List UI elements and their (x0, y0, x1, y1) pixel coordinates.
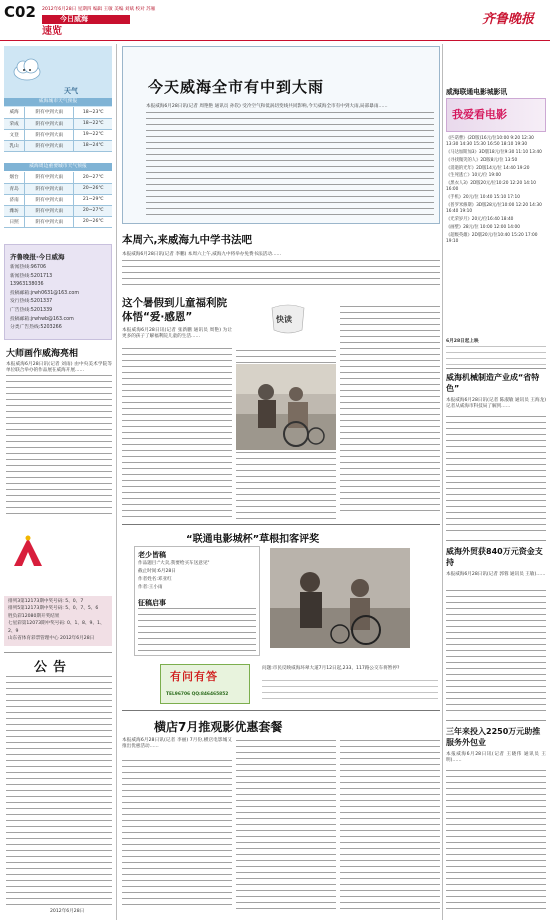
contest-photo (270, 548, 410, 648)
kuaixun-body (340, 306, 440, 516)
weather-table-title-region: 威海周边重要城市天气预报 (4, 163, 112, 171)
weather-table-region (4, 172, 112, 228)
contest-prize-line: 作品题目:"大卖,我要给买车送意见" (138, 561, 210, 566)
contest-prizes (138, 560, 256, 592)
weather-region-city: 青岛 (4, 183, 25, 194)
weather-local-city: 荣成 (4, 118, 25, 129)
house-title: 横店7月推观影优惠套餐 (154, 720, 283, 734)
notice-title: 公告 (34, 660, 73, 675)
cinema-schedule-line: 《马达加斯加3》3D版18元/位9:30 11:10 13:40 (446, 150, 542, 155)
hotline-line: 广告热线:5201339 (10, 307, 53, 313)
weather-region-row (4, 216, 112, 227)
contest-rules-title: 征稿启事 (138, 599, 166, 607)
weather-local-weather: 阴有中到大雨 (25, 118, 74, 129)
cinema-note-body (446, 346, 546, 366)
cinema-schedule-line: 《光荣岁月》20元/位16:40 18:40 (446, 216, 514, 222)
contest-rules-body (138, 608, 256, 652)
hotline-line: 13963138036 (10, 282, 44, 288)
qa-body (262, 680, 438, 704)
concert-lead: 本报威海6月28日讯(记者 李鹏) 本周六上午,威海九中将举办免费书法活动…… (122, 252, 282, 257)
weather-region-temp: 20~27℃ (82, 208, 104, 213)
house-rule (122, 710, 440, 711)
service-body (446, 770, 546, 910)
cinema-schedule (446, 136, 546, 247)
lottery-line: 排列3第12173期中奖号码: 5、0、7 (8, 599, 84, 604)
weather-local-row (4, 107, 112, 118)
section-subtitle: 速览 (42, 26, 62, 37)
weather-region-temp: 20~27℃ (82, 174, 104, 180)
cinema-schedule-line: 《手机》20元/位 10:40 15:10 17:10 (446, 195, 520, 201)
cinema-schedule-line: 《寻找微笑的人》2D版8元/位 13:50 (446, 157, 518, 163)
weather-title: 天气 (64, 87, 78, 95)
section-title: 今日威海 (60, 15, 88, 23)
weather-region-row (4, 183, 112, 194)
art-story-body (6, 375, 112, 515)
hotline-list (10, 264, 108, 333)
weather-region-temp: 20~26℃ (82, 186, 104, 191)
right-column-divider (442, 44, 443, 920)
weather-region-weather: 阴有中到大雨 (25, 194, 74, 205)
weather-region-weather: 阴有中到大雨 (25, 172, 74, 183)
notice-date: 2012年6月28日 (50, 909, 85, 914)
concert-title: 本周六,来威海九中学书法吧 (122, 234, 252, 246)
machine-lead: 本报威海6月28日讯(记者 陈淑敏 通讯员 王海龙) 记者从威海市科技局了解到…… (446, 398, 546, 410)
cinema-schedule-line: 《超级英雄》2D版20元/位10:40 15:20 17:00 19:10 (446, 232, 538, 244)
house-lead: 本报威海6月28日讯(记者 李丽) 7月份,横店电影城又推出优惠活动…… (122, 738, 232, 750)
hotline-line: 新闻热线:5201713 (10, 273, 53, 279)
weather-local-city: 文登 (4, 129, 25, 140)
lottery-line: 胜负彩12080期开奖结果 (8, 613, 60, 619)
weather-region-row (4, 172, 112, 183)
weather-local-row (4, 140, 112, 151)
weather-local-weather: 阴有中到大雨 (25, 129, 74, 140)
concert-body (122, 260, 440, 290)
hotline-title: 齐鲁晚报·今日威海 (10, 253, 65, 261)
service-rule (446, 720, 546, 721)
qa-ad-phone: TEL96706 QQ:846465852 (166, 692, 229, 697)
weather-local-weather: 阴有中到大雨 (25, 107, 74, 118)
house-body-col1 (122, 760, 232, 910)
date-line: 2012年6月28日 星期四 编辑 王敏 美编 刘斌 校对 苏雁 (42, 7, 156, 12)
contest-prize-line: 截止时间:6月28日 (138, 569, 176, 574)
news-photo (236, 364, 336, 450)
kuaixun-title: 快读 (276, 315, 292, 324)
weather-local-row (4, 129, 112, 140)
cinema-schedule-line: 《普罗米修斯》3D版28元/位10:00 12:20 14:30 16:40 19:10 (446, 202, 542, 215)
weather-region-temp: 20~26℃ (82, 219, 104, 224)
lottery-line: 山东省体育彩票管理中心 2012年6月28日 (8, 636, 95, 642)
paper-logo: 齐鲁晚报 (482, 12, 535, 27)
house-body-col3 (340, 740, 440, 910)
contest-prizes-title: 老少皆稿 (138, 551, 166, 559)
contest-title: “联通电影城杯”草根扣客评奖 (186, 534, 320, 545)
machine-title: 威海机械制造产业成“省特色” (446, 373, 540, 393)
weather-local-temp: 18~23℃ (82, 109, 104, 115)
weather-local-weather: 阴有中到大雨 (25, 140, 74, 151)
weather-local-row (4, 118, 112, 129)
hotline-line: 投稿邮箱:jrwhwb@163.com (10, 316, 74, 322)
contest-prize-line: 作者姓名:邓亚红 (138, 577, 172, 582)
cinema-schedule-line: 《消逝的光年》2D版14元/位 14:40 19:20 (446, 165, 530, 171)
machine-rule (446, 368, 546, 369)
headline-title: 今天威海全市有中到大雨 (148, 78, 325, 96)
volunteer-body (122, 348, 232, 520)
weather-region-city: 日照 (4, 216, 25, 227)
volunteer-lead: 本报威海6月28日讯(记者 张新鹏 通讯员 周艳) 为让更多的孩子了解福利院儿童的生活…… (122, 328, 232, 340)
weather-region-city: 潍坊 (4, 205, 25, 216)
notice-rule-top (4, 652, 112, 653)
weather-region-row (4, 194, 112, 205)
hotline-line: 投稿邮箱:jrwh0631@163.com (10, 290, 80, 296)
art-story-title: 大师画作威海亮相 (6, 349, 79, 359)
weather-region-temp: 21~29℃ (82, 197, 104, 202)
qa-text: 问题:市民反映威海环翠大道7月12日起,233、117路公交车将暂停? (262, 666, 400, 671)
cinema-schedule-line: 《生死逃亡》10元/位 19:00 (446, 173, 502, 179)
weather-local-temp: 19~22℃ (82, 132, 104, 137)
lottery-results (8, 598, 108, 642)
weather-region-city: 烟台 (4, 172, 25, 183)
headline-lead: 本报威海6月28日讯(记者 周艳艳 通讯员 孙钦) 受冷空气和低涡切变线共同影响,今天威海全市有中到大雨,局部暴雨…… (146, 104, 388, 109)
service-title: 三年来投入2250万元助推服务外包业 (446, 727, 541, 747)
lottery-line: 七星彩第12073期中奖号码: 0、1、8、9、1、2、9 (8, 621, 105, 634)
loan-title: 威海外贸获840万元资金支持 (446, 547, 543, 567)
cinema-schedule-line: 《匹诺曹》(2D版)16元/位10:00 9:20 12:30 13:30 14:30 15:30 16:50 18:10 19:30 (446, 136, 534, 148)
weather-region-city: 济南 (4, 194, 25, 205)
lottery-line: 排列5第12173期中奖号码: 5、0、7、5、6 (8, 606, 99, 612)
volunteer-title: 这个暑假到儿童福利院 (122, 297, 227, 309)
left-column-divider (116, 44, 117, 920)
weather-local-temp: 18~24℃ (82, 143, 104, 148)
contest-rule (122, 524, 440, 525)
volunteer-title-line2: 体悟“爱·感恩” (122, 311, 193, 323)
masthead-rule (0, 40, 550, 41)
contest-prize-line: 作者:王小雨 (138, 585, 163, 590)
art-story-lead: 本报威海6月28日讯(记者 刘雨) 由中央美术学院等单位联合举办的作品展在威海开展…… (6, 362, 112, 374)
cinema-banner-text: 我爱看电影 (452, 108, 507, 121)
weather-region-weather: 阴有中到大雨 (25, 205, 74, 216)
notice-body (6, 676, 112, 906)
hotline-line: 发行热线:5201337 (10, 299, 53, 305)
house-body-col2 (236, 740, 336, 910)
cinema-schedule-line: 《画壁》28元/位 10:00 12:00 14:00 (446, 224, 520, 230)
loan-lead: 本报威海6月28日讯(记者 郭蓉 通讯员 王敏)…… (446, 572, 546, 577)
cloud-icon (12, 54, 42, 84)
machine-body (446, 416, 546, 536)
page-number: C02 (4, 3, 36, 21)
weather-local-temp: 18~22℃ (82, 121, 104, 126)
headline-body (146, 112, 434, 218)
weather-local-city: 乳山 (4, 140, 25, 151)
weather-table-local (4, 107, 112, 152)
weather-local-city: 威海 (4, 107, 25, 118)
loan-rule (446, 540, 546, 541)
service-lead: 本报威海6月28日讯(记者 王晓伟 通讯员 王明)…… (446, 752, 546, 764)
weather-region-weather: 阴有中到大雨 (25, 183, 74, 194)
hotline-line: 分类广告热线:5203266 (10, 325, 62, 331)
qa-ad-logo: 有问有答 (170, 670, 218, 683)
weather-region-weather: 阴有中到大雨 (25, 216, 74, 227)
cinema-note: 6月28日起上映 (446, 339, 479, 344)
weather-region-row (4, 205, 112, 216)
cinema-schedule-line: 《黑衣人3》2D版20元/位10:20 12:20 14:10 16:00 (446, 181, 536, 193)
cinema-title: 威海联通电影城影讯 (446, 88, 508, 96)
weather-table-title-local: 威海城市天气预报 (4, 98, 112, 106)
hotline-line: 新闻热线:96706 (10, 265, 47, 270)
lottery-logo (8, 532, 48, 572)
loan-body (446, 590, 546, 716)
